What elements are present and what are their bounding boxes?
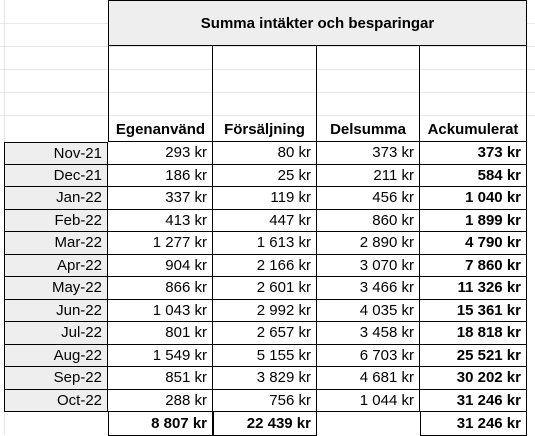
forsaljning-cell[interactable]: 1 613 kr (213, 232, 317, 255)
forsaljning-cell[interactable]: 119 kr (213, 187, 317, 210)
month-cell[interactable]: Feb-22 (4, 210, 108, 233)
column-header-delsumma[interactable]: Delsumma (317, 46, 420, 142)
forsaljning-cell[interactable]: 5 155 kr (213, 345, 317, 368)
ackumulerat-cell[interactable]: 373 kr (420, 142, 527, 165)
forsaljning-cell[interactable]: 2 601 kr (213, 277, 317, 300)
forsaljning-cell[interactable]: 2 992 kr (213, 300, 317, 323)
egenanvand-cell[interactable]: 1 277 kr (108, 232, 213, 255)
ackumulerat-cell[interactable]: 11 326 kr (420, 277, 527, 300)
forsaljning-cell[interactable]: 2 657 kr (213, 322, 317, 345)
egenanvand-cell[interactable]: 904 kr (108, 255, 213, 278)
total-egenanvand-cell[interactable]: 8 807 kr (108, 412, 213, 436)
month-cell[interactable]: Apr-22 (4, 255, 108, 278)
forsaljning-cell[interactable]: 756 kr (213, 390, 317, 413)
delsumma-cell[interactable]: 4 681 kr (317, 367, 420, 390)
egenanvand-cell[interactable]: 851 kr (108, 367, 213, 390)
egenanvand-cell[interactable]: 288 kr (108, 390, 213, 413)
total-delsumma-cell[interactable] (317, 412, 420, 436)
delsumma-cell[interactable]: 860 kr (317, 210, 420, 233)
ackumulerat-cell[interactable]: 15 361 kr (420, 300, 527, 323)
month-cell[interactable]: Sep-22 (4, 367, 108, 390)
month-cell[interactable]: May-22 (4, 277, 108, 300)
ackumulerat-cell[interactable]: 1 899 kr (420, 210, 527, 233)
total-ackumulerat-cell[interactable]: 31 246 kr (420, 412, 527, 436)
month-cell[interactable]: Jun-22 (4, 300, 108, 323)
egenanvand-cell[interactable]: 866 kr (108, 277, 213, 300)
ackumulerat-cell[interactable]: 7 860 kr (420, 255, 527, 278)
month-cell[interactable]: Jan-22 (4, 187, 108, 210)
delsumma-cell[interactable]: 211 kr (317, 165, 420, 188)
egenanvand-cell[interactable]: 293 kr (108, 142, 213, 165)
column-header-ackumulerat[interactable]: Ackumulerat (420, 46, 527, 142)
column-header-forsaljning[interactable]: Försäljning (213, 46, 317, 142)
month-cell[interactable]: Mar-22 (4, 232, 108, 255)
total-forsaljning-cell[interactable]: 22 439 kr (213, 412, 317, 436)
forsaljning-cell[interactable]: 2 166 kr (213, 255, 317, 278)
month-cell[interactable]: Dec-21 (4, 165, 108, 188)
delsumma-cell[interactable]: 456 kr (317, 187, 420, 210)
delsumma-cell[interactable]: 2 890 kr (317, 232, 420, 255)
month-cell[interactable]: Jul-22 (4, 322, 108, 345)
egenanvand-cell[interactable]: 801 kr (108, 322, 213, 345)
egenanvand-cell[interactable]: 337 kr (108, 187, 213, 210)
forsaljning-cell[interactable]: 3 829 kr (213, 367, 317, 390)
delsumma-cell[interactable]: 1 044 kr (317, 390, 420, 413)
delsumma-cell[interactable]: 3 070 kr (317, 255, 420, 278)
ackumulerat-cell[interactable]: 18 818 kr (420, 322, 527, 345)
forsaljning-cell[interactable]: 447 kr (213, 210, 317, 233)
ackumulerat-cell[interactable]: 4 790 kr (420, 232, 527, 255)
table-title[interactable]: Summa intäkter och besparingar (108, 0, 527, 46)
delsumma-cell[interactable]: 3 466 kr (317, 277, 420, 300)
column-header-egenanvand[interactable]: Egenanvänd (108, 46, 213, 142)
delsumma-cell[interactable]: 4 035 kr (317, 300, 420, 323)
delsumma-cell[interactable]: 373 kr (317, 142, 420, 165)
egenanvand-cell[interactable]: 1 043 kr (108, 300, 213, 323)
ackumulerat-cell[interactable]: 1 040 kr (420, 187, 527, 210)
forsaljning-cell[interactable]: 25 kr (213, 165, 317, 188)
month-cell[interactable]: Nov-21 (4, 142, 108, 165)
delsumma-cell[interactable]: 6 703 kr (317, 345, 420, 368)
month-cell[interactable]: Aug-22 (4, 345, 108, 368)
egenanvand-cell[interactable]: 186 kr (108, 165, 213, 188)
ackumulerat-cell[interactable]: 25 521 kr (420, 345, 527, 368)
egenanvand-cell[interactable]: 413 kr (108, 210, 213, 233)
delsumma-cell[interactable]: 3 458 kr (317, 322, 420, 345)
ackumulerat-cell[interactable]: 31 246 kr (420, 390, 527, 413)
month-cell[interactable]: Oct-22 (4, 390, 108, 413)
ackumulerat-cell[interactable]: 30 202 kr (420, 367, 527, 390)
ackumulerat-cell[interactable]: 584 kr (420, 165, 527, 188)
forsaljning-cell[interactable]: 80 kr (213, 142, 317, 165)
egenanvand-cell[interactable]: 1 549 kr (108, 345, 213, 368)
